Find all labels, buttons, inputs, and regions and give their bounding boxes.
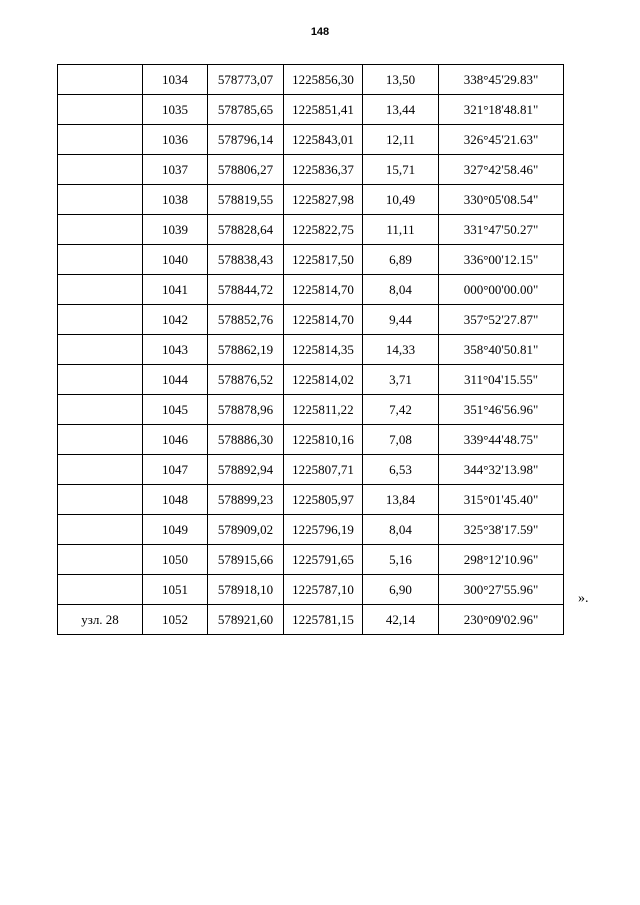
y-coordinate-cell: 1225814,70 xyxy=(284,305,363,335)
y-coordinate-cell: 1225796,19 xyxy=(284,515,363,545)
distance-cell: 13,44 xyxy=(363,95,439,125)
bearing-angle-cell: 338°45'29.83" xyxy=(439,65,564,95)
y-coordinate-cell: 1225787,10 xyxy=(284,575,363,605)
table-row xyxy=(58,215,564,245)
x-coordinate-cell: 578838,43 xyxy=(208,245,284,275)
point-number-cell: 1034 xyxy=(143,65,208,95)
row-label-cell xyxy=(58,395,143,425)
page-number: 148 xyxy=(310,26,330,38)
distance-cell: 7,42 xyxy=(363,395,439,425)
y-coordinate-cell: 1225817,50 xyxy=(284,245,363,275)
x-coordinate-cell: 578876,52 xyxy=(208,365,284,395)
x-coordinate-cell: 578852,76 xyxy=(208,305,284,335)
bearing-angle-cell: 230°09'02.96" xyxy=(439,605,564,635)
point-number-cell: 1037 xyxy=(143,155,208,185)
x-coordinate-cell: 578878,96 xyxy=(208,395,284,425)
x-coordinate-cell: 578828,64 xyxy=(208,215,284,245)
table-row xyxy=(58,545,564,575)
row-label-cell xyxy=(58,185,143,215)
y-coordinate-cell: 1225822,75 xyxy=(284,215,363,245)
table-row xyxy=(58,95,564,125)
table-row xyxy=(58,395,564,425)
bearing-angle-cell: 321°18'48.81" xyxy=(439,95,564,125)
table-row xyxy=(58,65,564,95)
point-number-cell: 1042 xyxy=(143,305,208,335)
x-coordinate-cell: 578918,10 xyxy=(208,575,284,605)
bearing-angle-cell: 000°00'00.00" xyxy=(439,275,564,305)
table-row xyxy=(58,425,564,455)
table-row xyxy=(58,515,564,545)
x-coordinate-cell: 578899,23 xyxy=(208,485,284,515)
row-label-cell xyxy=(58,305,143,335)
row-label-cell xyxy=(58,65,143,95)
x-coordinate-cell: 578915,66 xyxy=(208,545,284,575)
distance-cell: 11,11 xyxy=(363,215,439,245)
row-label-cell xyxy=(58,515,143,545)
bearing-angle-cell: 325°38'17.59" xyxy=(439,515,564,545)
bearing-angle-cell: 331°47'50.27" xyxy=(439,215,564,245)
distance-cell: 9,44 xyxy=(363,305,439,335)
distance-cell: 8,04 xyxy=(363,515,439,545)
row-label-cell xyxy=(58,545,143,575)
point-number-cell: 1036 xyxy=(143,125,208,155)
y-coordinate-cell: 1225827,98 xyxy=(284,185,363,215)
table-row xyxy=(58,125,564,155)
bearing-angle-cell: 336°00'12.15" xyxy=(439,245,564,275)
x-coordinate-cell: 578886,30 xyxy=(208,425,284,455)
bearing-angle-cell: 351°46'56.96" xyxy=(439,395,564,425)
y-coordinate-cell: 1225781,15 xyxy=(284,605,363,635)
y-coordinate-cell: 1225810,16 xyxy=(284,425,363,455)
point-number-cell: 1041 xyxy=(143,275,208,305)
row-label-cell xyxy=(58,575,143,605)
x-coordinate-cell: 578909,02 xyxy=(208,515,284,545)
point-number-cell: 1040 xyxy=(143,245,208,275)
y-coordinate-cell: 1225791,65 xyxy=(284,545,363,575)
bearing-angle-cell: 298°12'10.96" xyxy=(439,545,564,575)
row-label-cell xyxy=(58,425,143,455)
x-coordinate-cell: 578796,14 xyxy=(208,125,284,155)
x-coordinate-cell: 578921,60 xyxy=(208,605,284,635)
point-number-cell: 1051 xyxy=(143,575,208,605)
point-number-cell: 1047 xyxy=(143,455,208,485)
y-coordinate-cell: 1225856,30 xyxy=(284,65,363,95)
distance-cell: 10,49 xyxy=(363,185,439,215)
distance-cell: 42,14 xyxy=(363,605,439,635)
x-coordinate-cell: 578844,72 xyxy=(208,275,284,305)
point-number-cell: 1045 xyxy=(143,395,208,425)
bearing-angle-cell: 315°01'45.40" xyxy=(439,485,564,515)
y-coordinate-cell: 1225836,37 xyxy=(284,155,363,185)
point-number-cell: 1050 xyxy=(143,545,208,575)
bearing-angle-cell: 358°40'50.81" xyxy=(439,335,564,365)
row-label-cell xyxy=(58,455,143,485)
y-coordinate-cell: 1225814,02 xyxy=(284,365,363,395)
table-row xyxy=(58,275,564,305)
distance-cell: 8,04 xyxy=(363,275,439,305)
table-row xyxy=(58,305,564,335)
y-coordinate-cell: 1225811,22 xyxy=(284,395,363,425)
row-label-cell xyxy=(58,215,143,245)
point-number-cell: 1044 xyxy=(143,365,208,395)
point-number-cell: 1046 xyxy=(143,425,208,455)
table-row xyxy=(58,155,564,185)
table-row xyxy=(58,485,564,515)
table-row xyxy=(58,335,564,365)
distance-cell: 13,84 xyxy=(363,485,439,515)
x-coordinate-cell: 578892,94 xyxy=(208,455,284,485)
distance-cell: 6,90 xyxy=(363,575,439,605)
row-label-cell xyxy=(58,155,143,185)
y-coordinate-cell: 1225814,70 xyxy=(284,275,363,305)
x-coordinate-cell: 578785,65 xyxy=(208,95,284,125)
row-label-cell xyxy=(58,335,143,365)
distance-cell: 3,71 xyxy=(363,365,439,395)
distance-cell: 13,50 xyxy=(363,65,439,95)
point-number-cell: 1039 xyxy=(143,215,208,245)
bearing-angle-cell: 330°05'08.54" xyxy=(439,185,564,215)
table-row xyxy=(58,185,564,215)
bearing-angle-cell: 339°44'48.75" xyxy=(439,425,564,455)
distance-cell: 6,53 xyxy=(363,455,439,485)
point-number-cell: 1043 xyxy=(143,335,208,365)
bearing-angle-cell: 357°52'27.87" xyxy=(439,305,564,335)
y-coordinate-cell: 1225807,71 xyxy=(284,455,363,485)
distance-cell: 15,71 xyxy=(363,155,439,185)
coordinates-table xyxy=(57,64,564,635)
row-label-cell xyxy=(58,125,143,155)
bearing-angle-cell: 327°42'58.46" xyxy=(439,155,564,185)
y-coordinate-cell: 1225805,97 xyxy=(284,485,363,515)
distance-cell: 14,33 xyxy=(363,335,439,365)
y-coordinate-cell: 1225851,41 xyxy=(284,95,363,125)
point-number-cell: 1049 xyxy=(143,515,208,545)
point-number-cell: 1052 xyxy=(143,605,208,635)
point-number-cell: 1038 xyxy=(143,185,208,215)
row-label-cell xyxy=(58,95,143,125)
closing-quote-mark: ». xyxy=(578,591,589,606)
row-label-cell xyxy=(58,245,143,275)
bearing-angle-cell: 344°32'13.98" xyxy=(439,455,564,485)
distance-cell: 7,08 xyxy=(363,425,439,455)
table-row xyxy=(58,365,564,395)
coordinates-table-body xyxy=(58,65,564,635)
row-label-cell xyxy=(58,275,143,305)
table-row xyxy=(58,245,564,275)
distance-cell: 6,89 xyxy=(363,245,439,275)
table-row xyxy=(58,605,564,635)
bearing-angle-cell: 300°27'55.96" xyxy=(439,575,564,605)
distance-cell: 5,16 xyxy=(363,545,439,575)
bearing-angle-cell: 326°45'21.63" xyxy=(439,125,564,155)
distance-cell: 12,11 xyxy=(363,125,439,155)
point-number-cell: 1048 xyxy=(143,485,208,515)
x-coordinate-cell: 578862,19 xyxy=(208,335,284,365)
x-coordinate-cell: 578773,07 xyxy=(208,65,284,95)
x-coordinate-cell: 578819,55 xyxy=(208,185,284,215)
y-coordinate-cell: 1225843,01 xyxy=(284,125,363,155)
bearing-angle-cell: 311°04'15.55" xyxy=(439,365,564,395)
table-row xyxy=(58,575,564,605)
x-coordinate-cell: 578806,27 xyxy=(208,155,284,185)
table-row xyxy=(58,455,564,485)
y-coordinate-cell: 1225814,35 xyxy=(284,335,363,365)
row-label-cell: узл. 28 xyxy=(58,605,143,635)
row-label-cell xyxy=(58,485,143,515)
point-number-cell: 1035 xyxy=(143,95,208,125)
row-label-cell xyxy=(58,365,143,395)
